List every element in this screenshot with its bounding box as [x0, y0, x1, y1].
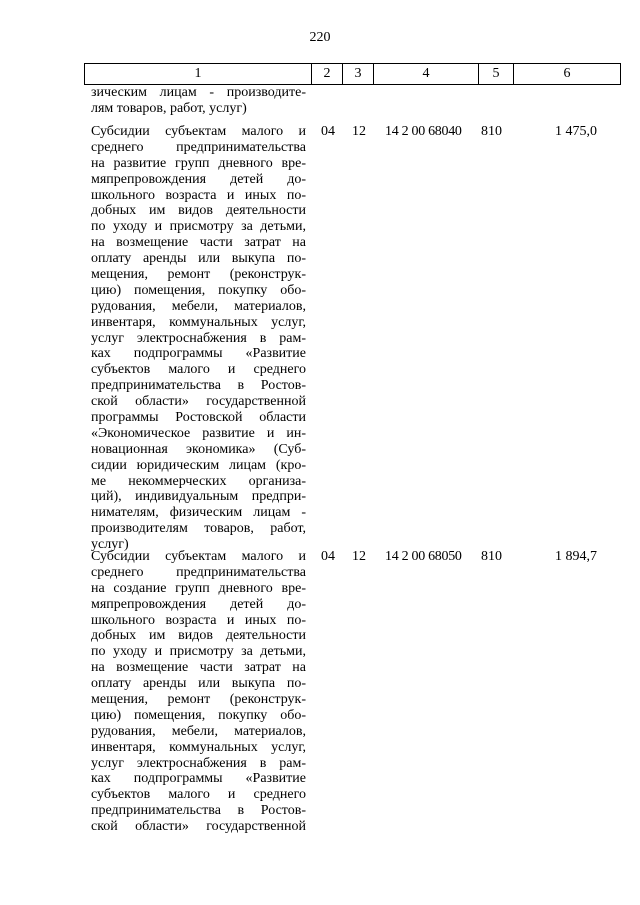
text-line: Субсидии субъектам малого и: [91, 549, 306, 564]
text-line: мещения, ремонт (реконструк-: [91, 692, 306, 708]
row-2-subsection: 12: [352, 549, 366, 564]
text-line: нимателям, физическим лицам -: [91, 505, 306, 521]
text-line: школьного возраста и иных по-: [91, 612, 306, 628]
text-line: на возмещение части затрат на: [91, 660, 306, 676]
row-1-subsection: 12: [352, 124, 366, 139]
text-line: производителям товаров, работ,: [91, 521, 306, 537]
text-line: ской области» государственной: [91, 819, 306, 835]
row-1-target-article: 14 2 00 68040: [385, 124, 462, 139]
text-line: субъектов малого и среднего: [91, 362, 306, 378]
text-line: добных им видов деятельности: [91, 203, 306, 219]
text-line: среднего предпринимательства: [91, 564, 306, 580]
column-header-table: [84, 63, 621, 85]
text-line: зическим лицам - производите-: [91, 85, 306, 100]
row-2-amount: 1 894,7: [555, 549, 597, 564]
row-1-amount: 1 475,0: [555, 124, 597, 139]
text-line: ках подпрограммы «Развитие: [91, 346, 306, 362]
text-line: «Экономическое развитие и ин-: [91, 425, 306, 441]
text-line: рудования, мебели, материалов,: [91, 298, 306, 314]
text-line: среднего предпринимательства: [91, 139, 306, 155]
text-line: сидии юридическим лицам (кро-: [91, 457, 306, 473]
text-line: Субсидии субъектам малого и: [91, 124, 306, 139]
text-line: мещения, ремонт (реконструк-: [91, 267, 306, 283]
row-2-expense-type: 810: [481, 549, 502, 564]
text-line: на возмещение части затрат на: [91, 235, 306, 251]
page-number: 220: [309, 30, 331, 45]
continuation-text: [91, 85, 306, 117]
text-line: оплату аренды или выкупа по-: [91, 251, 306, 267]
text-line: ках подпрограммы «Развитие: [91, 771, 306, 787]
text-line: лям товаров, работ, услуг): [91, 100, 247, 116]
text-line: цию) помещения, покупку обо-: [91, 282, 306, 298]
text-line: ской области» государственной: [91, 394, 306, 410]
text-line: школьного возраста и иных по-: [91, 187, 306, 203]
text-line: услуг): [91, 537, 129, 553]
text-line: мяпрепровождения детей до-: [91, 596, 306, 612]
row-1-values: [0, 124, 597, 140]
column-header-6: 6: [514, 64, 621, 85]
column-header-row: [85, 64, 621, 85]
text-line: ме некоммерческих организа-: [91, 473, 306, 489]
row-1-description: [91, 124, 306, 553]
text-line: ций), индивидуальным предпри-: [91, 489, 306, 505]
row-1-expense-type: 810: [481, 124, 502, 139]
column-header-3: 3: [343, 64, 374, 85]
column-header-2: 2: [312, 64, 343, 85]
text-line: программы Ростовской области: [91, 410, 306, 426]
text-line: на создание групп дневного вре-: [91, 580, 306, 596]
column-header-1: 1: [85, 64, 312, 85]
row-2-section: 04: [321, 549, 335, 564]
column-header-4: 4: [374, 64, 479, 85]
text-line: инвентаря, коммунальных услуг,: [91, 739, 306, 755]
text-line: услуг электроснабжения в рам-: [91, 755, 306, 771]
row-1-section: 04: [321, 124, 335, 139]
column-header-5: 5: [479, 64, 514, 85]
row-2-values: [0, 549, 597, 565]
text-line: мяпрепровождения детей до-: [91, 171, 306, 187]
text-line: оплату аренды или выкупа по-: [91, 676, 306, 692]
text-line: предпринимательства в Ростов-: [91, 378, 306, 394]
text-line: субъектов малого и среднего: [91, 787, 306, 803]
text-line: по уходу и присмотру за детьми,: [91, 644, 306, 660]
text-line: новационная экономика» (Суб-: [91, 441, 306, 457]
row-2-target-article: 14 2 00 68050: [385, 549, 462, 564]
text-line: цию) помещения, покупку обо-: [91, 707, 306, 723]
row-2-description: [91, 549, 306, 835]
text-line: добных им видов деятельности: [91, 628, 306, 644]
text-line: услуг электроснабжения в рам-: [91, 330, 306, 346]
text-line: по уходу и присмотру за детьми,: [91, 219, 306, 235]
text-line: на развитие групп дневного вре-: [91, 155, 306, 171]
text-line: предпринимательства в Ростов-: [91, 803, 306, 819]
text-line: инвентаря, коммунальных услуг,: [91, 314, 306, 330]
text-line: рудования, мебели, материалов,: [91, 723, 306, 739]
